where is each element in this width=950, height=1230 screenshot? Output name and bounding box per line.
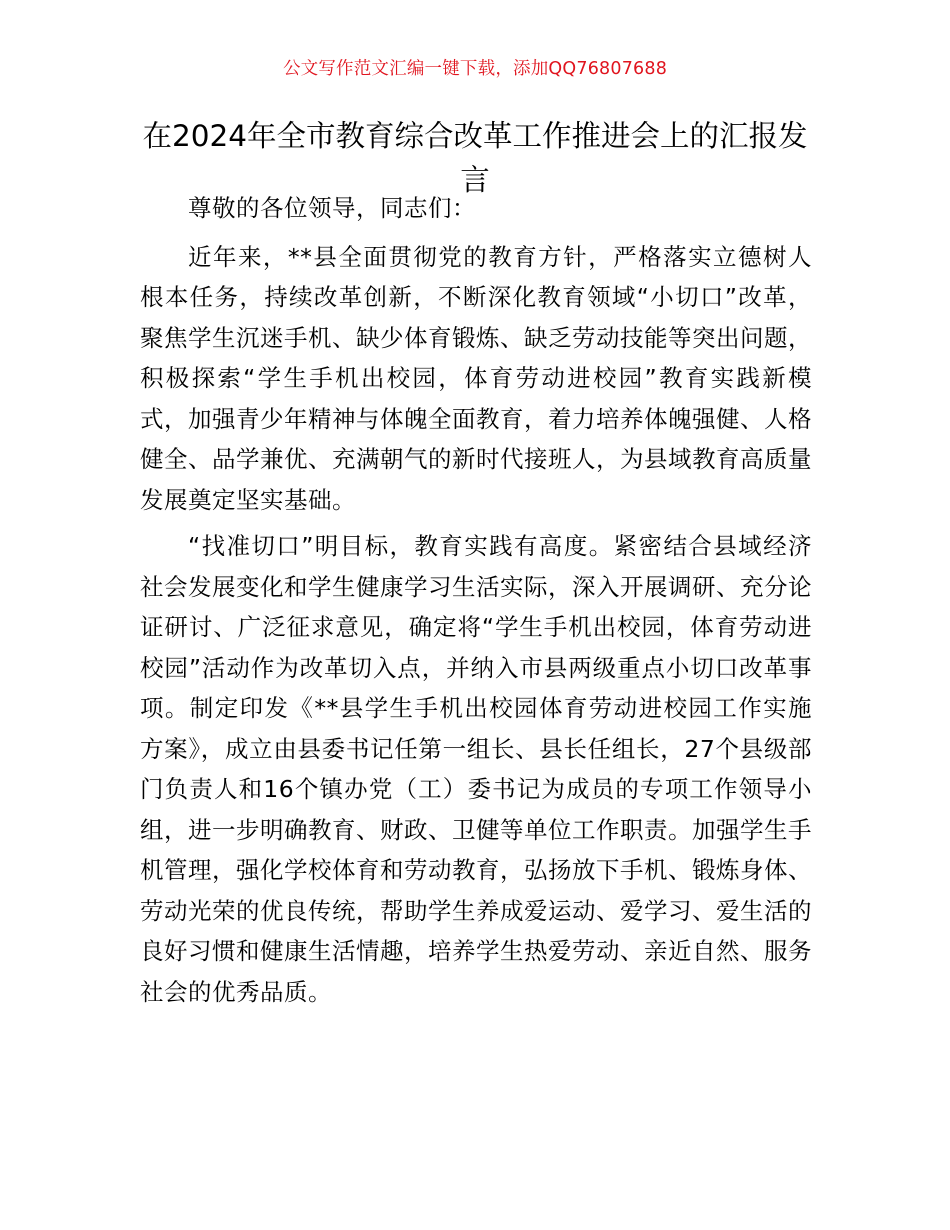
document-body — [140, 188, 812, 1018]
salutation: 尊敬的各位领导，同志们： — [188, 194, 476, 222]
paragraph-intro: 近年来，**县全面贯彻党的教育方针，严格落实立德树人根本任务，持续改革创新，不断深化教育领域“小切口”改革，聚焦学生沉迷手机、缺少体育锻炼、缺乏劳动技能等突出问题，积极探索“学生手机出校园，体育劳动进校园”教育实践新模式，加强青少年精神与体魄全面教育，着力培养体魄强健、人格健全、品学兼优、充满朝气的新时代接班人，为县域教育高质量发展奠定坚实基础。 — [140, 242, 812, 514]
header-banner: 公文写作范文汇编一键下载，添加QQ76807688 — [282, 59, 668, 79]
paragraph-section-1: “找准切口”明目标，教育实践有高度。紧密结合县域经济社会发展变化和学生健康学习生活实际，深入开展调研、充分论证研讨、广泛征求意见，确定将“学生手机出校园，体育劳动进校园”活动作为改革切入点，并纳入市县两级重点小切口改革事项。制定印发《**县学生手机出校园体育劳动进校园工作实施方案》，成立由县委书记任第一组长、县长任组长，27个县级部门负责人和16个镇办党（工）委书记为成员的专项工作领导小组，进一步明确教育、财政、卫健等单位工作职责。加强学生手机管理，强化学校体育和劳动教育，弘扬放下手机、锻炼身体、劳动光荣的优良传统，帮助学生养成爱运动、爱学习、爱生活的良好习惯和健康生活情趣，培养学生热爱劳动、亲近自然、服务社会的优秀品质。 — [140, 532, 812, 1006]
document-title: 在2024年全市教育综合改革工作推进会上的汇报发言 — [142, 119, 808, 197]
